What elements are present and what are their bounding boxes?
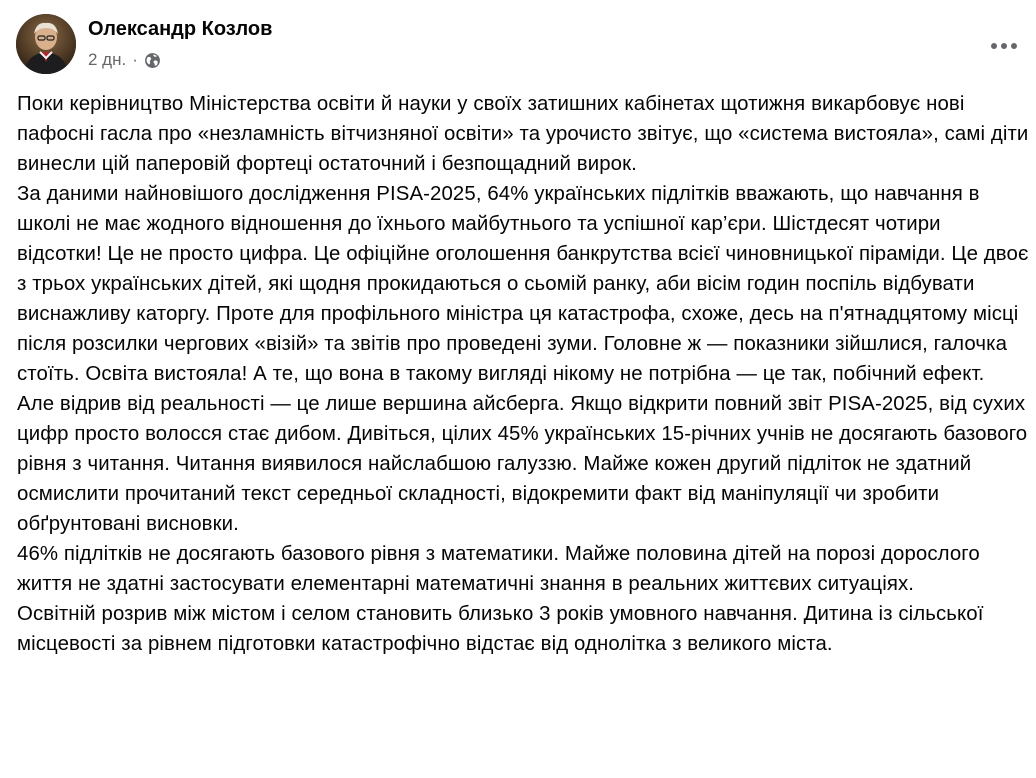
post-paragraph: Поки керівництво Міністерства освіти й науки у своїх затишних кабінетах щотижня викарбовує нові пафосні гасла про «незламність вітчизняної освіти» та урочисто звітує, що «система вистояла», самі діти винесли цій паперовій фортеці остаточний і безпощадний вирок. [17,93,1029,175]
more-options-button[interactable] [986,28,1022,64]
post-header [0,0,1036,90]
post-timestamp[interactable]: 2 дн. [88,50,127,69]
meta-separator: · [132,50,138,69]
globe-icon[interactable] [144,52,161,69]
post-paragraph: 46% підлітків не досягають базового рівня з математики. Майже половина дітей на порозі дорослого життя не здатні застосувати елементарні математичні знання в реальних життєвих ситуаціях. [17,543,980,595]
post-body [17,89,1029,659]
more-horizontal-icon [990,42,1018,50]
post-paragraph: За даними найновішого дослідження PISA-2025, 64% українських підлітків вважають, що навчання в школі не має жодного відношення до їхнього майбутнього та успішної кар’єри. Шістдесят чотири відсотки! Це не просто цифра. Це офіційне оголошення банкрутства всієї чиновницької піраміди. Це двоє з трьох українських дітей, які щодня прокидаються о сьомій ранку, аби вісім годин поспіль відбувати виснажливу каторгу. Проте для профільного міністра ця катастрофа, схоже, десь на п'ятнадцятому місці після розсилки чергових «візій» та звітів про проведені зуми. Головне ж — показники зійшлися, галочка стоїть. Освіта вистояла! А те, що вона в такому вигляді нікому не потрібна — це так, побічний ефект. [17,183,1029,385]
post-meta [88,48,161,72]
post-paragraph: Освітній розрив між містом і селом становить близько 3 років умовного навчання. Дитина із сільської місцевості за рівнем підготовки катастрофічно відстає від однолітка з великого міста. [17,603,984,655]
profile-photo-icon [16,14,76,74]
post-paragraph: Але відрив від реальності — це лише вершина айсберга. Якщо відкрити повний звіт PISA-2025, від сухих цифр просто волосся стає дибом. Дивіться, цілих 45% українських 15-річних учнів не досягають базового рівня з читання. Читання виявилося найслабшою галуззю. Майже кожен другий підліток не здатний осмислити прочитаний текст середньої складності, відокремити факт від маніпуляції чи зробити обґрунтовані висновки. [17,393,1028,535]
author-name[interactable]: Олександр Козлов [88,18,273,40]
author-avatar[interactable] [16,14,76,74]
